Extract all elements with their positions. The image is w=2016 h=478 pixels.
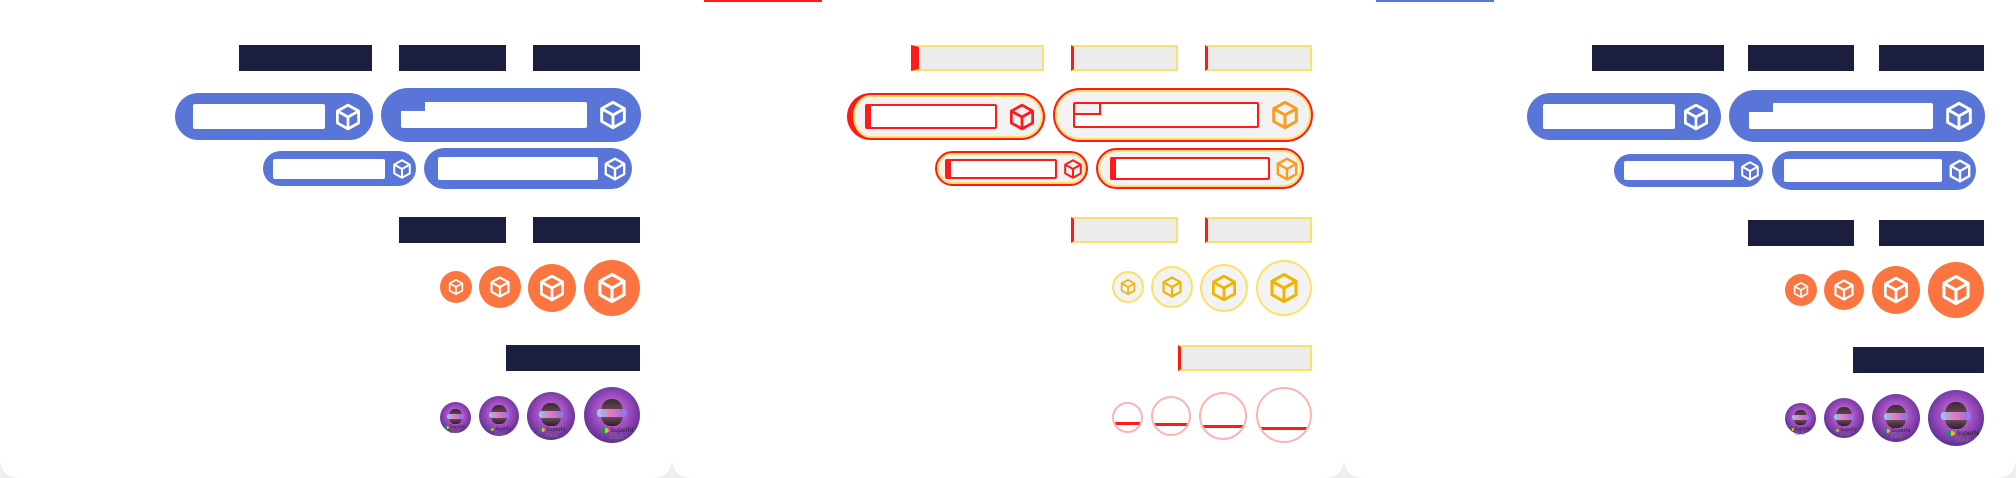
difference-panel bbox=[672, 0, 1344, 478]
cube-icon bbox=[488, 275, 512, 299]
cube-icon bbox=[1267, 271, 1301, 305]
icon-circle-xs[interactable] bbox=[440, 271, 472, 303]
cube-icon bbox=[1881, 275, 1911, 305]
button-label-field bbox=[438, 157, 598, 180]
button-label-field bbox=[193, 104, 325, 129]
cube-icon bbox=[1007, 102, 1037, 132]
size-label-block bbox=[1592, 45, 1724, 71]
size-label-block bbox=[1879, 220, 1984, 246]
size-label-block-diff bbox=[1071, 217, 1178, 243]
size-label-block bbox=[1853, 347, 1984, 373]
button-label-field bbox=[273, 159, 385, 179]
cube-icon bbox=[1947, 158, 1973, 184]
icon-button-small[interactable] bbox=[263, 151, 416, 186]
cube-icon bbox=[1681, 102, 1711, 132]
icon-button-medium[interactable] bbox=[1772, 151, 1976, 190]
size-label-block bbox=[399, 217, 506, 243]
icon-button-wide[interactable] bbox=[381, 88, 641, 142]
avatar-credit: Superhi Dash bbox=[1819, 427, 1871, 437]
icon-circle-sm[interactable] bbox=[1824, 270, 1864, 310]
cube-icon bbox=[1739, 160, 1761, 182]
cube-icon bbox=[537, 273, 567, 303]
cube-icon bbox=[1792, 281, 1810, 299]
icon-circle-md[interactable] bbox=[528, 264, 576, 312]
size-label-block bbox=[1879, 45, 1984, 71]
avatar-credit: Superhi Dash bbox=[584, 427, 650, 441]
candidate-panel bbox=[1344, 0, 2016, 478]
icon-button-large[interactable] bbox=[175, 93, 373, 140]
size-label-block-diff bbox=[1178, 345, 1312, 371]
cube-icon bbox=[597, 99, 629, 131]
candidate-panel-accent-bar bbox=[1376, 0, 1494, 2]
icon-circle-md[interactable] bbox=[1872, 266, 1920, 314]
size-label-block bbox=[1748, 45, 1854, 71]
cube-icon bbox=[595, 271, 629, 305]
reference-panel bbox=[0, 0, 672, 478]
size-label-block bbox=[533, 217, 640, 243]
button-label-field bbox=[1624, 161, 1734, 180]
cube-icon bbox=[1832, 278, 1856, 302]
size-label-block bbox=[1748, 220, 1854, 246]
cube-icon bbox=[1160, 275, 1184, 299]
icon-button-small-diff bbox=[935, 151, 1088, 186]
icon-circle-lg[interactable] bbox=[1928, 262, 1984, 318]
cube-icon bbox=[1062, 158, 1084, 180]
icon-circle-xs-diff bbox=[1112, 271, 1144, 303]
icon-button-large[interactable] bbox=[1527, 93, 1721, 140]
icon-button-large-diff bbox=[847, 93, 1045, 140]
button-label-field bbox=[1110, 157, 1270, 180]
icon-circle-lg-diff bbox=[1256, 260, 1312, 316]
button-label-field bbox=[401, 102, 587, 128]
icon-circle-sm-diff bbox=[1151, 266, 1193, 308]
avatar-credit: Superhi Dash bbox=[1930, 430, 1996, 444]
avatar-credit: Superhi Dash bbox=[522, 427, 582, 439]
size-label-block bbox=[533, 45, 640, 71]
cube-icon bbox=[333, 102, 363, 132]
button-label-field bbox=[945, 159, 1057, 179]
button-label-field bbox=[1749, 103, 1933, 129]
size-label-block bbox=[506, 345, 640, 371]
icon-button-wide-diff bbox=[1053, 88, 1313, 142]
avatar-credit: Superhi Dash bbox=[474, 426, 526, 436]
icon-button-medium-diff bbox=[1096, 148, 1304, 189]
avatar-md-diff bbox=[1199, 392, 1247, 440]
size-label-block bbox=[239, 45, 372, 71]
cube-icon bbox=[1119, 278, 1137, 296]
cube-icon bbox=[391, 158, 413, 180]
icon-button-wide[interactable] bbox=[1729, 90, 1985, 142]
cube-icon bbox=[1269, 99, 1301, 131]
cube-icon bbox=[1939, 273, 1973, 307]
avatar-xs-diff bbox=[1112, 402, 1143, 433]
size-label-block-diff bbox=[911, 45, 1044, 71]
cube-icon bbox=[447, 278, 465, 296]
cube-icon bbox=[1274, 156, 1300, 182]
cube-icon bbox=[1209, 273, 1239, 303]
button-label-field bbox=[865, 104, 997, 129]
button-label-field bbox=[1073, 102, 1259, 128]
avatar-lg-diff bbox=[1256, 387, 1312, 443]
cube-icon bbox=[1943, 100, 1975, 132]
size-label-block-diff bbox=[1205, 217, 1312, 243]
avatar-credit: Superhi Dash bbox=[1867, 428, 1927, 440]
size-label-block bbox=[399, 45, 506, 71]
avatar-credit: Superhi Dash bbox=[432, 424, 478, 434]
cube-icon bbox=[602, 156, 628, 182]
difference-panel-accent-bar bbox=[704, 0, 822, 2]
icon-circle-sm[interactable] bbox=[479, 266, 521, 308]
icon-button-small[interactable] bbox=[1614, 154, 1763, 187]
size-label-block-diff bbox=[1205, 45, 1312, 71]
icon-button-medium[interactable] bbox=[424, 148, 632, 189]
button-label-field bbox=[1543, 104, 1675, 129]
button-label-field bbox=[1784, 159, 1942, 182]
icon-circle-lg[interactable] bbox=[584, 260, 640, 316]
avatar-credit: Superhi Dash bbox=[1777, 426, 1823, 436]
size-label-block-diff bbox=[1071, 45, 1178, 71]
avatar-sm-diff bbox=[1151, 396, 1191, 436]
icon-circle-xs[interactable] bbox=[1785, 274, 1817, 306]
icon-circle-md-diff bbox=[1200, 264, 1248, 312]
